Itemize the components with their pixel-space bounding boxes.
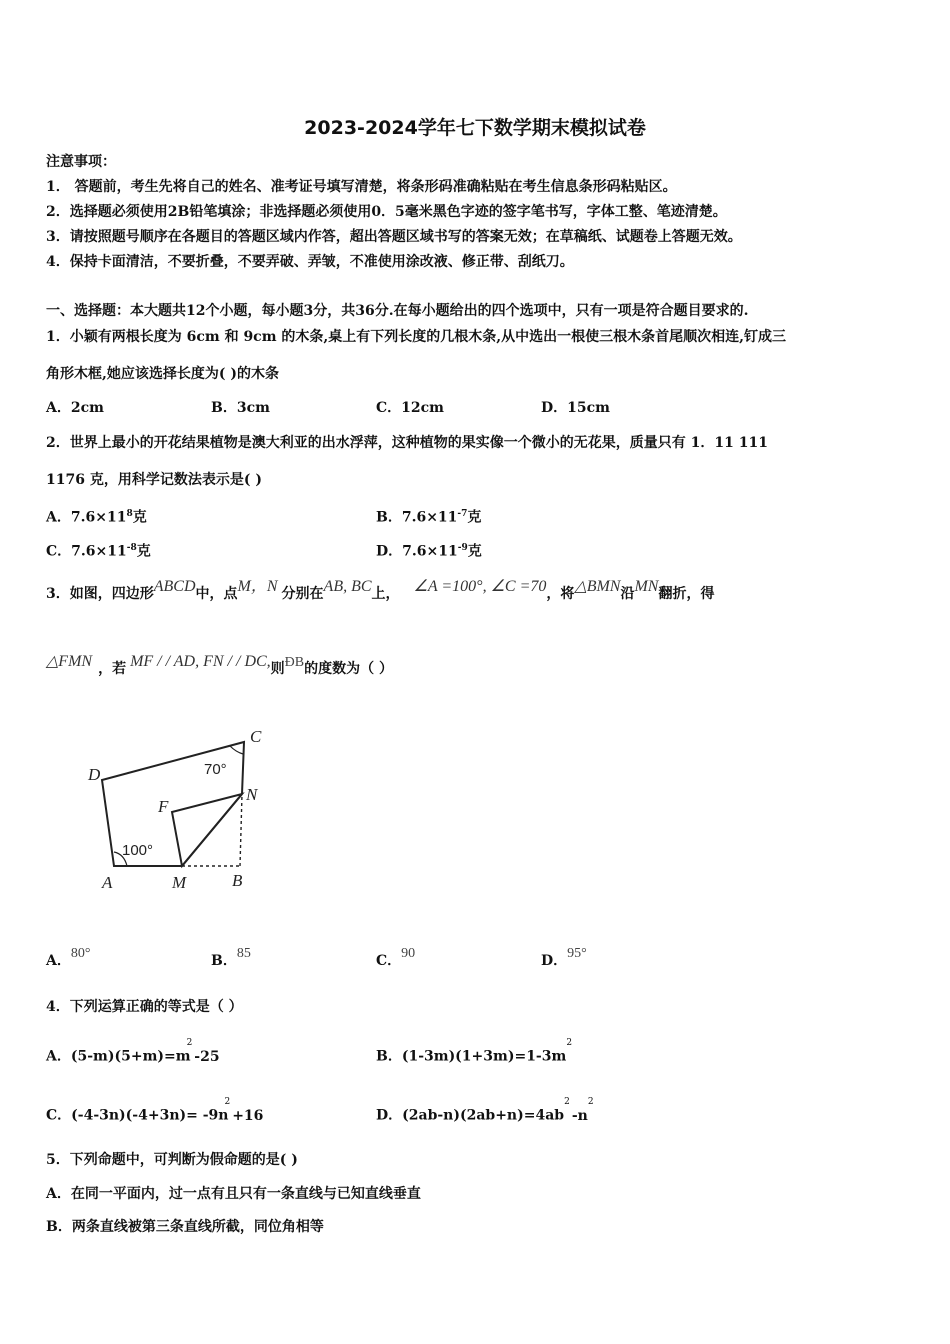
- q4-stem: 4．下列运算正确的等式是（ ）: [46, 999, 243, 1015]
- q4-option-d: D．$(2ab-n)(2ab+n)=4ab^2-n^2$: [376, 1097, 594, 1124]
- q2-line1: 2．世界上最小的开花结果植物是澳大利亚的出水浮萍，这种植物的果实像一个微小的无花果，质量只有 1．11 111: [46, 435, 768, 451]
- q2-option-b: B．$7.6\times 11^{-7}$克: [376, 509, 482, 526]
- label-n: N: [246, 785, 258, 804]
- angle-a-label: 100°: [122, 842, 154, 859]
- label-m: M: [172, 873, 187, 892]
- notice-item-1: 1． 答题前，考生先将自己的姓名、准考证号填写清楚，将条形码准确粘贴在考生信息条形码粘贴区。: [46, 179, 677, 195]
- q5-option-a: A．在同一平面内，过一点有且只有一条直线与已知直线垂直: [46, 1186, 421, 1202]
- q3-option-b: B．85: [211, 946, 251, 969]
- q1-line1: 1．小颖有两根长度为 6cm 和 9cm 的木条,桌上有下列长度的几根木条,从中选出一根使三根木条首尾顺次相连,钉成三: [46, 329, 787, 345]
- label-a: A: [102, 873, 113, 892]
- label-f: F: [158, 797, 169, 816]
- segment-mn: [182, 794, 242, 866]
- angle-c-label: 70°: [204, 761, 227, 778]
- q3-stem-line2: △FMN ，若 MF / / AD, FN / / DC,则ÐB的度数为（ ）: [46, 653, 393, 677]
- notice-item-2: 2．选择题必须使用2B铅笔填涂；非选择题必须使用0．5毫米黑色字迹的签字笔书写，字体工整、笔迹清楚。: [46, 204, 727, 220]
- q3-stem-line1: 3．如图，四边形ABCD中，点M，N 分别在AB, BC上， ∠A =100°, ∠C =70，将△BMN沿MN翻折，得: [46, 578, 715, 602]
- q2-line2: 1176 克，用科学记数法表示是( ): [46, 472, 262, 488]
- q4-option-b: B．$(1-3m)(1+3m)=1-3m^2$: [376, 1038, 573, 1065]
- q1-option-c: C．12cm: [376, 400, 444, 416]
- label-c: C: [250, 727, 262, 746]
- section-heading: 一、选择题：本大题共12个小题，每小题3分，共36分.在每小题给出的四个选项中，只有一项是符合题目要求的.: [46, 303, 749, 319]
- q1-option-a: A．2cm: [46, 400, 104, 416]
- angle-arc-c: [230, 746, 243, 754]
- folded-triangle: [172, 794, 242, 866]
- q5-stem: 5．下列命题中，可判断为假命题的是( ): [46, 1152, 298, 1168]
- q1-option-b: B．3cm: [211, 400, 270, 416]
- label-b: B: [232, 871, 243, 890]
- q4-option-a: A．$(5-m)(5+m)=m^2-25$: [46, 1038, 220, 1065]
- q2-option-c: C．$7.6\times 11^{-8}$克: [46, 543, 151, 560]
- notice-item-4: 4．保持卡面清洁，不要折叠，不要弄破、弄皱，不准使用涂改液、修正带、刮纸刀。: [46, 254, 574, 270]
- dashed-bn: [240, 794, 242, 866]
- q3-option-a: A．80°: [46, 946, 91, 969]
- q5-option-b: B．两条直线被第三条直线所截，同位角相等: [46, 1219, 324, 1235]
- notice-item-3: 3．请按照题号顺序在各题目的答题区域内作答，超出答题区域书写的答案无效；在草稿纸、试题卷上答题无效。: [46, 229, 742, 245]
- q3-geometry-figure: [80, 718, 280, 898]
- q3-option-d: D．95°: [541, 946, 587, 969]
- q2-option-a: A．$7.6\times 11^8$克: [46, 509, 147, 526]
- q4-option-c: C．$(-4-3n)(-4+3n)= -9n^2+16$: [46, 1097, 264, 1124]
- q1-option-d: D．15cm: [541, 400, 610, 416]
- notice-heading: 注意事项：: [46, 154, 116, 170]
- page-title: 2023-2024学年七下数学期末模拟试卷: [304, 117, 646, 139]
- q3-option-c: C．90: [376, 946, 416, 969]
- q1-line2: 角形木框,她应该选择长度为( )的木条: [46, 366, 279, 382]
- q2-option-d: D．$7.6\times 11^{-9}$克: [376, 543, 482, 560]
- label-d: D: [88, 765, 101, 784]
